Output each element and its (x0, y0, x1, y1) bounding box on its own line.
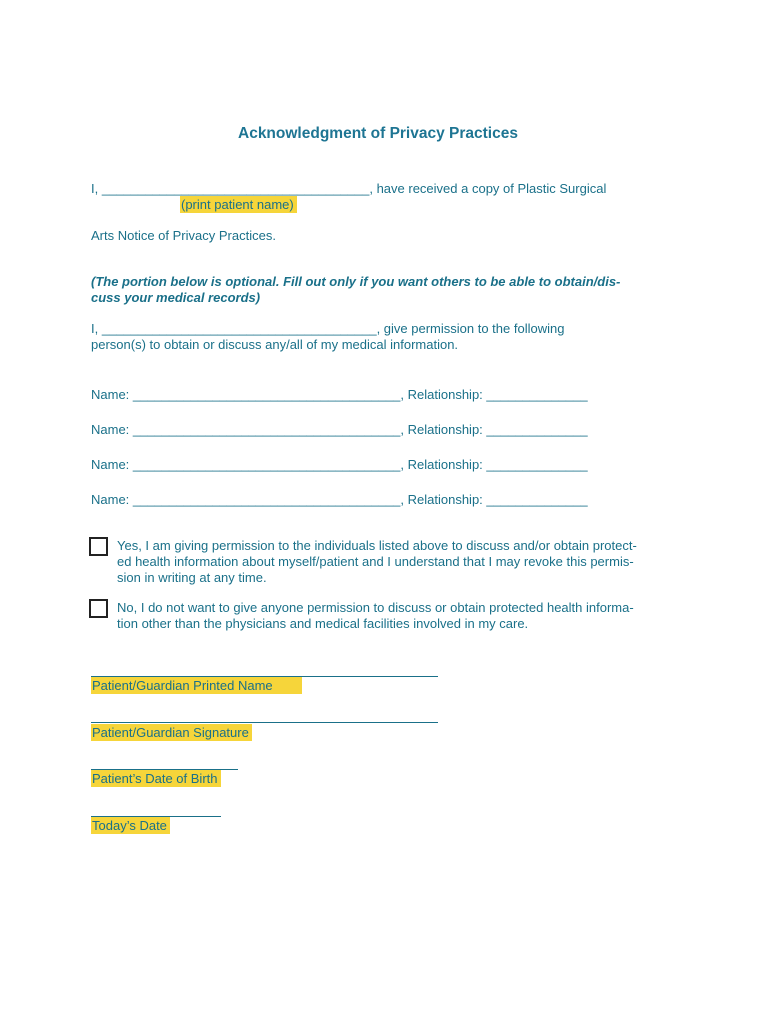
print-name-hint (180, 197, 297, 213)
printed-name-label: Patient/Guardian Printed Name (91, 677, 302, 694)
today-date-label: Today’s Date (91, 817, 170, 834)
no-permission-checkbox[interactable] (89, 599, 108, 618)
dob-label: Patient’s Date of Birth (91, 770, 221, 787)
acknowledgment-line: I, _____________________________________, have received a copy of Plastic Surgical (91, 181, 607, 196)
no-option-line-1: No, I do not want to give anyone permission to discuss or obtain protected health informa- (117, 600, 634, 615)
yes-option-line-2: ed health information about myself/patient and I understand that I may revoke this permis- (117, 554, 634, 569)
optional-note-line-2: cuss your medical records) (91, 290, 261, 305)
signature-caption (91, 725, 252, 741)
dob-caption (91, 771, 221, 787)
signature-line[interactable] (91, 722, 438, 723)
name-relationship-row[interactable]: Name: _____________________________________, Relationship: ______________ (91, 422, 588, 437)
printed-name-caption (91, 678, 302, 694)
yes-option-line-3: sion in writing at any time. (117, 570, 267, 585)
page-title: Acknowledgment of Privacy Practices (238, 125, 518, 142)
name-relationship-row[interactable]: Name: _____________________________________, Relationship: ______________ (91, 492, 588, 507)
permission-line-1: I, ______________________________________, give permission to the following (91, 321, 565, 336)
today-date-caption (91, 818, 170, 834)
no-option-line-2: tion other than the physicians and medical facilities involved in my care. (117, 616, 529, 631)
name-relationship-row[interactable]: Name: _____________________________________, Relationship: ______________ (91, 387, 588, 402)
yes-permission-checkbox[interactable] (89, 537, 108, 556)
permission-line-2: person(s) to obtain or discuss any/all of my medical information. (91, 337, 459, 352)
yes-option-line-1: Yes, I am giving permission to the individuals listed above to discuss and/or obtain protect- (117, 538, 637, 553)
signature-label: Patient/Guardian Signature (91, 724, 252, 741)
print-name-hint-label: (print patient name) (180, 196, 297, 213)
acknowledgment-line-2: Arts Notice of Privacy Practices. (91, 228, 276, 243)
optional-note-line-1: (The portion below is optional. Fill out only if you want others to be able to obtain/dis- (91, 274, 621, 289)
name-relationship-row[interactable]: Name: _____________________________________, Relationship: ______________ (91, 457, 588, 472)
